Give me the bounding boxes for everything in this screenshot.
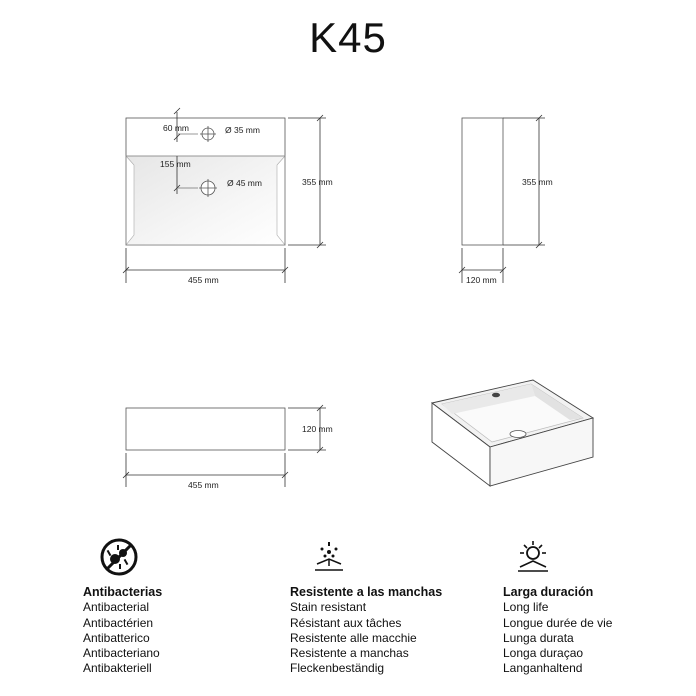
side-view-outline (462, 118, 503, 245)
side-view (459, 115, 545, 283)
feature-line: Longue durée de vie (503, 615, 613, 630)
dim-depth-label: 355 mm (302, 177, 333, 187)
front-dim-height-label: 120 mm (302, 424, 333, 434)
front-view (123, 405, 326, 487)
feature-antibacterial (83, 585, 162, 677)
feature-line: Langanhaltend (503, 661, 583, 676)
feature-line: Résistant aux tâches (290, 615, 402, 630)
feature-long-life (503, 585, 612, 677)
dim-width-label: 455 mm (188, 275, 219, 285)
feature-line: Antibatterico (83, 630, 150, 645)
front-view-outline (126, 408, 285, 450)
feature-line: Antibactérien (83, 615, 154, 630)
feature-line: Antibacteriano (83, 646, 160, 661)
dim-offset-label: 60 mm (163, 123, 189, 133)
feature-line: Resistente a manchas (290, 646, 409, 661)
front-dim-width-label: 455 mm (188, 480, 219, 490)
feature-line: Stain resistant (290, 600, 367, 615)
antibacterial-icon (99, 537, 139, 577)
feature-line: Longa duraçao (503, 646, 584, 661)
feature-line: Resistente alle macchie (290, 630, 417, 645)
dim-drain-offset-label: 155 mm (160, 159, 191, 169)
feature-line: Antibacterial (83, 600, 150, 615)
feature-line: Lunga durata (503, 630, 574, 645)
product-title: K45 (309, 14, 387, 61)
feature-heading: Larga duración (503, 585, 594, 599)
feature-line: Long life (503, 600, 549, 615)
side-dim-depth-label: 355 mm (522, 177, 553, 187)
drain-3d (510, 431, 526, 438)
feature-line: Antibakteriell (83, 661, 152, 676)
dim-drain-label: Ø 45 mm (227, 178, 262, 188)
side-dim-height-label: 120 mm (466, 275, 497, 285)
top-view-basin (126, 156, 285, 245)
feature-line: Fleckenbeständig (290, 661, 385, 676)
dim-tap-hole-label: Ø 35 mm (225, 125, 260, 135)
long-life-icon (516, 539, 550, 575)
feature-heading: Resistente a las manchas (290, 585, 443, 599)
basin-3d-view (432, 380, 593, 486)
tap-hole-3d (492, 393, 500, 398)
feature-stain-resistant (290, 585, 442, 677)
feature-heading: Antibacterias (83, 585, 163, 599)
stain-resistant-icon (313, 540, 345, 576)
